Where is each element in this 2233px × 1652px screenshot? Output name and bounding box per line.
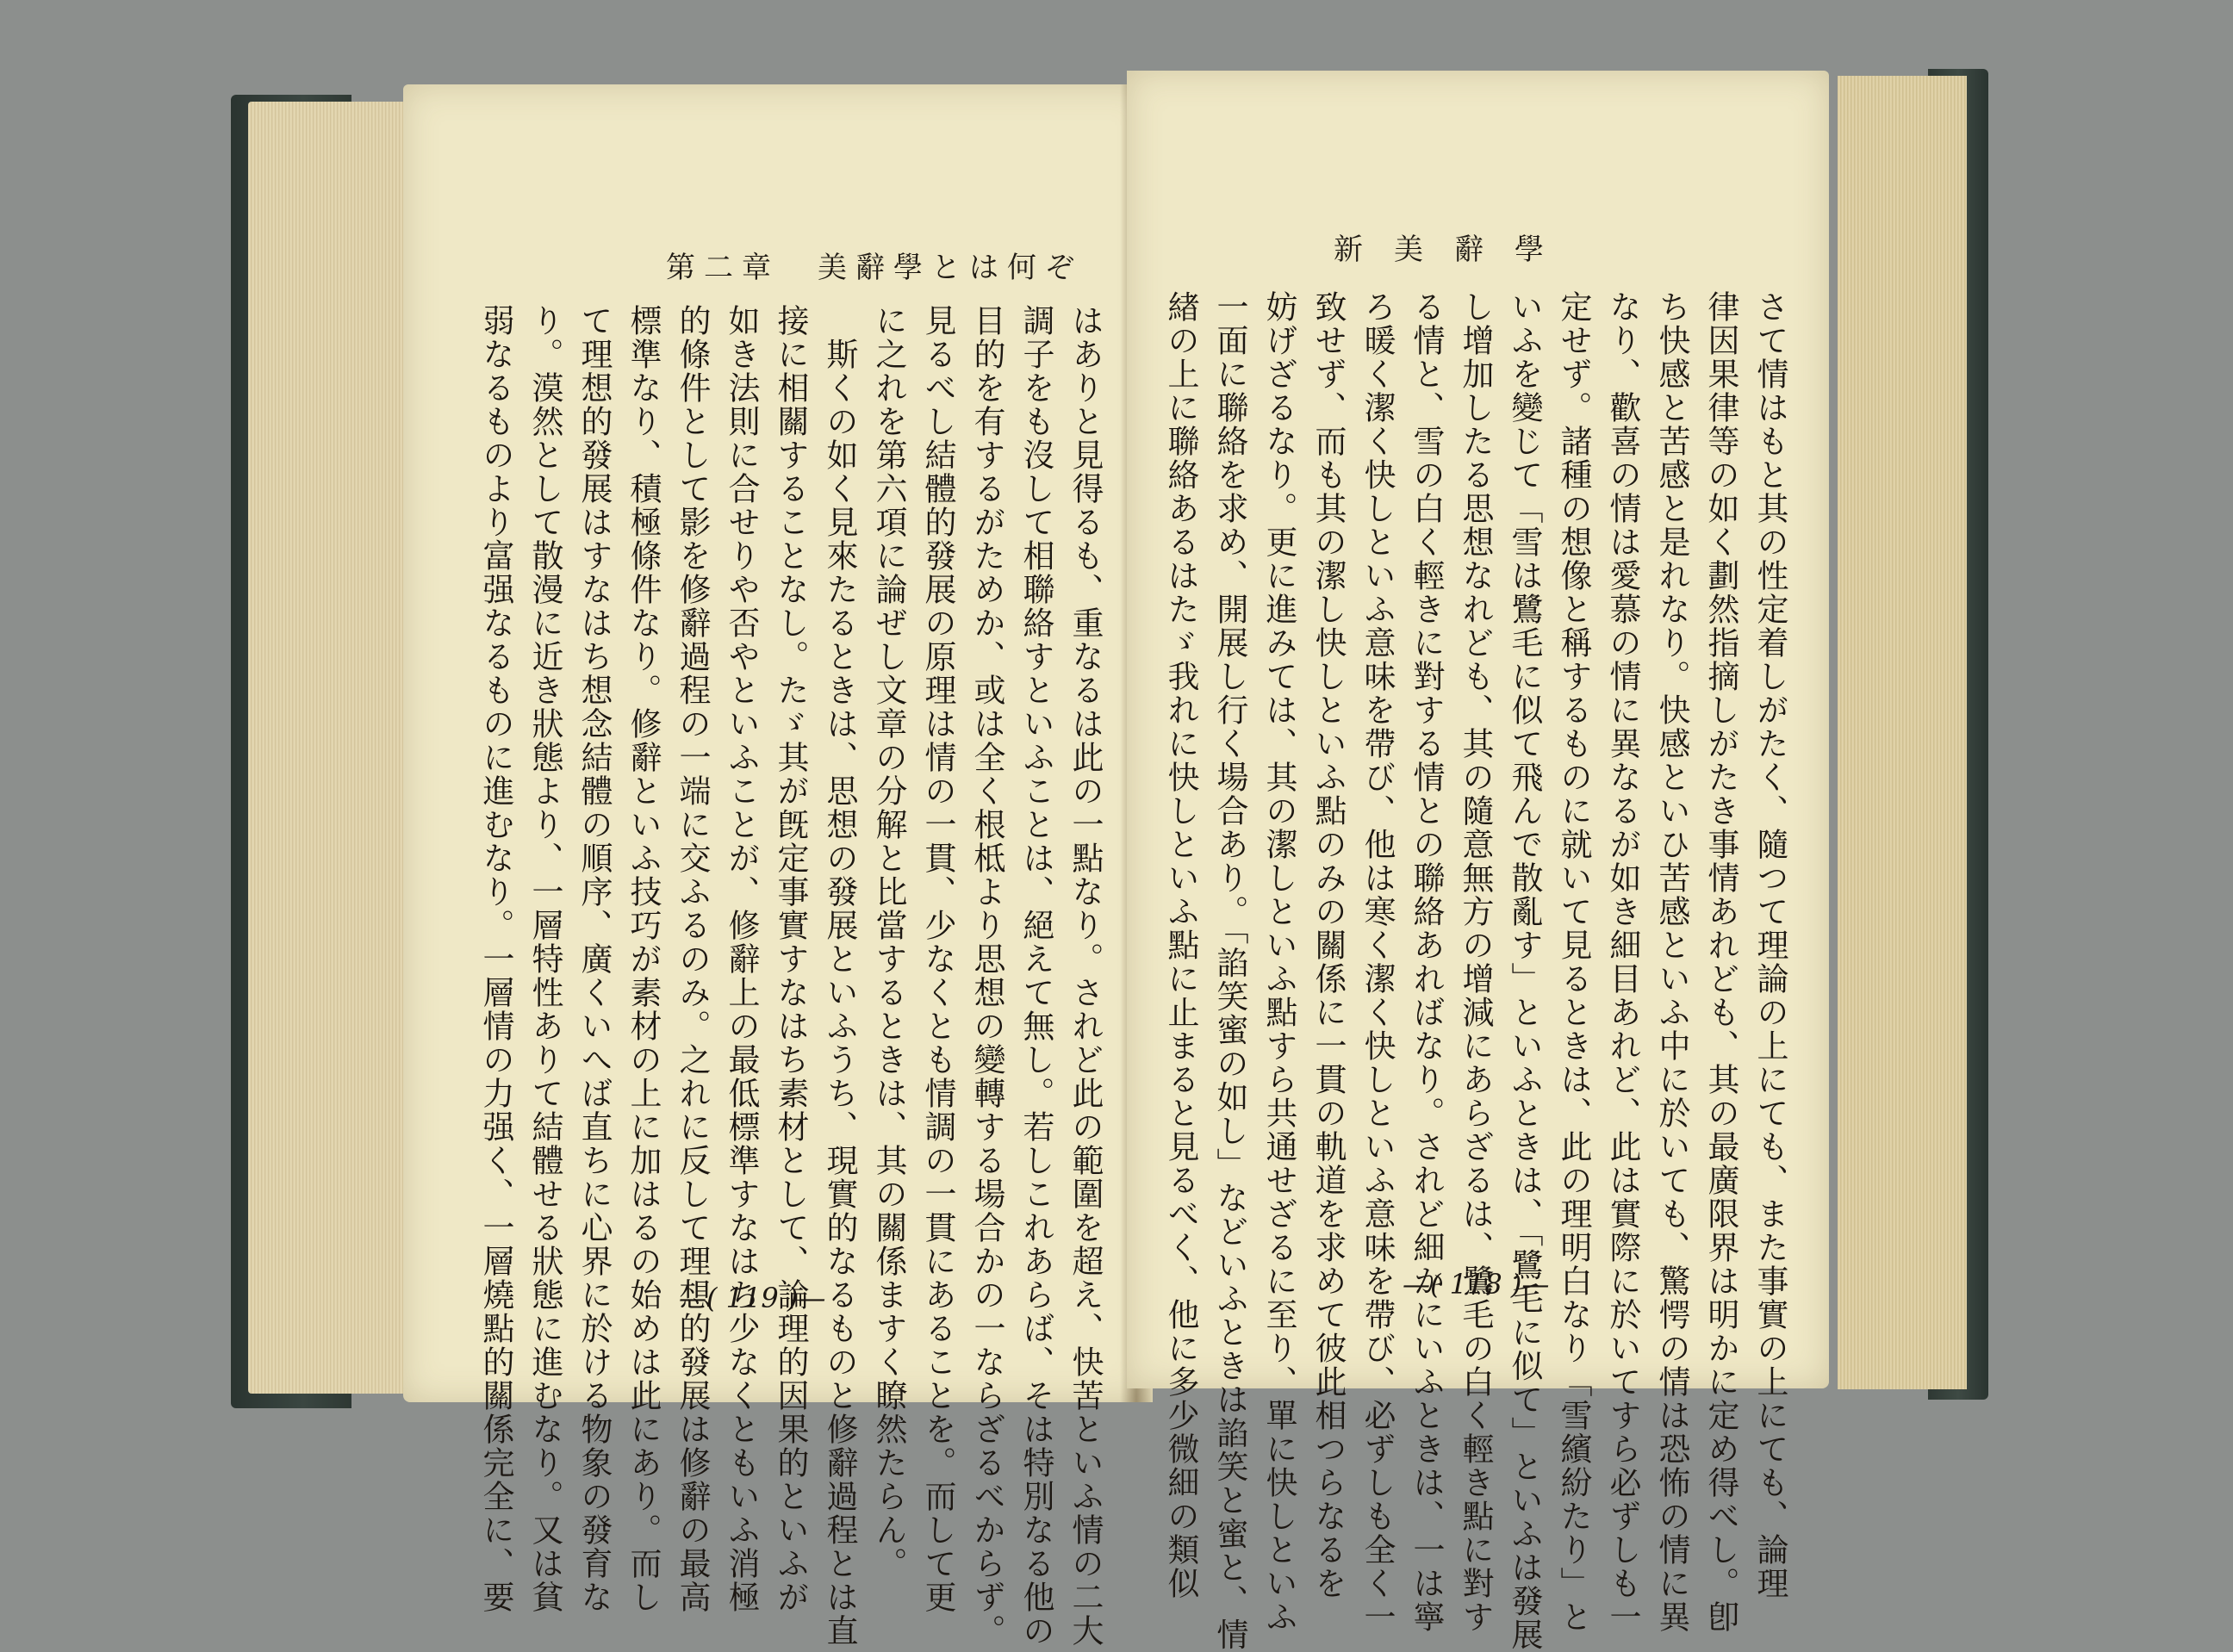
text-line: なり、歡喜の情は愛慕の情に異なるが如き細目あれど、此は實際に於いてすら必ずしも一 [1604,290,1641,1634]
text-line: ろ暖く潔く快しといふ意味を帶び、他は寒く潔く快しといふ意味を帶び、必ずしも全く一 [1359,290,1396,1634]
text-line: 妨げざるなり。更に進みては、其の潔しといふ點すら共通せざるに至り、單に快しといふ [1260,290,1297,1634]
text-line: 標準なり、積極條件なり。修辭といふ技巧が素材の上に加はるの始めは此にあり。而し [625,304,662,1614]
text-line: 的條件として影を修辭過程の一端に交ふるのみ。之れに反して理想的發展は修辭の最高 [674,304,711,1614]
text-line: 目的を有するがためか、或は全く根柢より思想の變轉する場合かの一ならざるべからず。 [968,304,1005,1648]
open-book [231,69,1988,1652]
text-line: 調子をも沒して相聯絡すといふことは、絕えて無し。若しこれあらば、そは特別なる他の [1017,304,1054,1648]
text-line: し增加したる思想なれども、其の隨意無方の增減にあらざるは、鷺毛の白く輕き點に對す [1457,290,1494,1634]
right-page-text [1162,290,1794,1652]
left-page-text [477,304,1110,1648]
right-page-number: —( 118 )— [1403,1268,1550,1301]
text-line: ち快感と苦感と是れなり。快感といひ苦感といふ中に於いても、驚愕の情は恐怖の情に異 [1653,290,1690,1634]
text-line: はありと見得るも、重なるは此の一點なり。されど此の範圍を超え、快苦といふ情の二大 [1067,304,1104,1648]
text-line: いふを變じて「雪は鷺毛に似て飛んで散亂す」といふときは、「鷺毛に似て」といふは發展 [1506,290,1543,1652]
text-line: 如き法則に合せりや否やといふことが、修辭上の最低標準すなはち少なくともいふ消極 [723,304,760,1614]
right-page [1127,71,1829,1652]
left-page-header: 第二章 美辭學とは何ぞ [666,251,1083,285]
page-edges-left [248,102,403,1394]
left-page [403,84,1153,1648]
right-page-header: 新美辭學 [1334,233,1575,267]
text-line: 接に相關することなし。たゞ其が旣定事實すなはち素材として、論理的因果的といふが [772,304,809,1614]
text-line: 致せず、而も其の潔し快しといふ點のみの關係に一貫の軌道を求めて彼此相つらなるを [1309,290,1347,1600]
text-line: 弱なるものより富强なるものに進むなり。一層情の力强く、一層燒點的關係完全に、要 [477,304,514,1614]
left-page-number: —( 119 )— [679,1282,826,1314]
page-edges-right [1838,76,1967,1389]
text-line: 律因果律等の如く劃然指摘しがたき事情あれども、其の最廣限界は明かに定め得べし。卽 [1702,290,1739,1634]
text-line: 定せず。諸種の想像と稱するものに就いて見るときは、此の理明白なり「雪繽紛たり」と [1555,290,1592,1634]
text-line: に之れを第六項に論ぜし文章の分解と比當するときは、其の關係ますく瞭然たらん。 [870,304,907,1581]
text-line: 一面に聯絡を求め、開展し行く場合あり。「諂笑蜜の如し」などいふときは諂笑と蜜と、情 [1211,290,1248,1652]
text-line: 緖の上に聯絡あるはたゞ我れに快しといふ點に止まると見るべく、他に多少微細の類似 [1162,290,1199,1600]
text-line: て理想的發展はすなはち想念結體の順序、廣くいへば直ちに心界に於ける物象の發育な [575,304,613,1614]
text-line: 斯くの如く見來たるときは、思想の發展といふうち、現實的なるものと修辭過程とは直 [821,304,858,1648]
text-line: 見るべし結體的發展の原理は情の一貫、少なくとも情調の一貫にあることを。而して更 [919,304,956,1614]
text-line: り。漠然として散漫に近き狀態より、一層特性ありて結體せる狀態に進むなり。又は貧 [526,304,563,1614]
text-line: さて情はもと其の性定着しがたく、隨つて理論の上にても、また事實の上にても、論理 [1751,290,1788,1600]
text-line: る情と、雪の白く輕きに對する情との聯絡あればなり。されど細かにいふときは、一は寧 [1408,290,1445,1634]
